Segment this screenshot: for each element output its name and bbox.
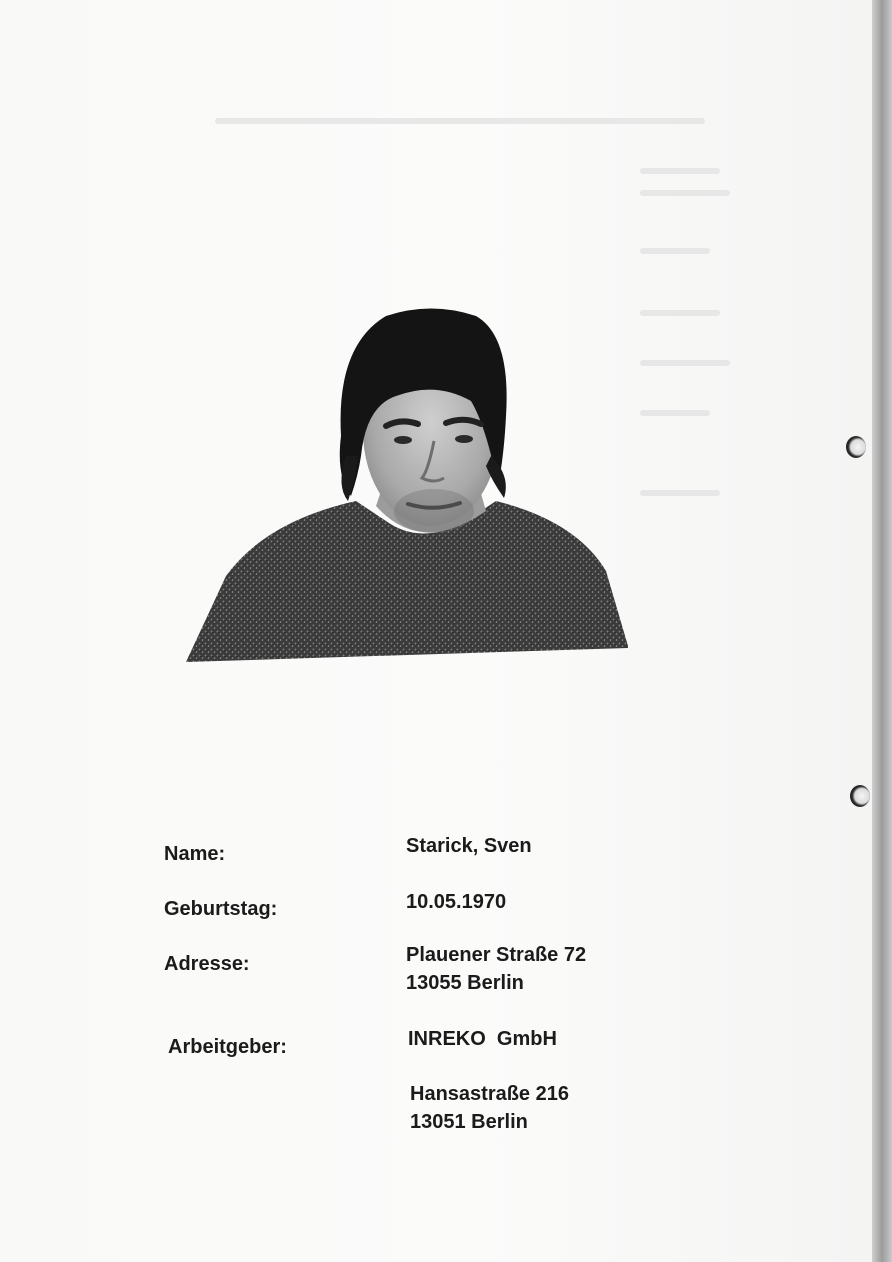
employer-name: INREKO GmbH	[408, 1028, 557, 1050]
show-through-mark	[640, 168, 720, 174]
show-through-mark	[640, 190, 730, 196]
show-through-mark	[640, 360, 730, 366]
portrait-photo	[186, 306, 628, 666]
employer-label: Arbeitgeber:	[168, 1036, 287, 1058]
show-through-mark	[640, 410, 710, 416]
show-through-mark	[640, 248, 710, 254]
punch-hole	[846, 436, 866, 458]
personal-data	[164, 826, 684, 1166]
birthday-label: Geburtstag:	[164, 898, 278, 920]
show-through-mark	[640, 310, 720, 316]
name-value: Starick, Sven	[406, 835, 532, 857]
employer-city: 13051 Berlin	[410, 1111, 528, 1133]
show-through-mark	[640, 490, 720, 496]
page-edge-shadow	[872, 0, 892, 1262]
name-label: Name:	[164, 843, 226, 865]
address-label: Adresse:	[164, 953, 250, 975]
address-city: 13055 Berlin	[406, 972, 524, 994]
punch-hole	[850, 785, 870, 807]
birthday-value: 10.05.1970	[406, 891, 507, 913]
show-through-mark	[215, 118, 705, 124]
address-street: Plauener Straße 72	[406, 944, 587, 966]
employer-street: Hansastraße 216	[410, 1083, 569, 1105]
